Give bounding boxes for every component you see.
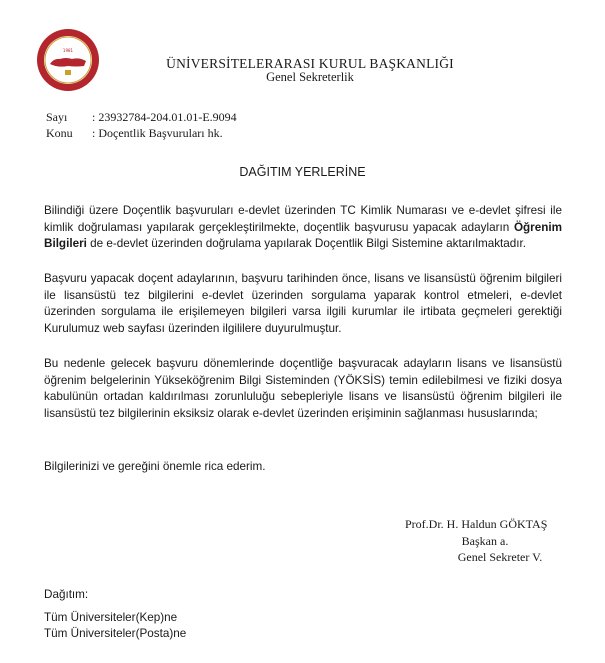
distribution-label: Dağıtım: <box>44 588 89 601</box>
institution-title: ÜNİVERSİTELERARASI KURUL BAŞKANLIĞI <box>166 56 454 71</box>
sayi-row <box>46 110 237 125</box>
paragraph-1 <box>44 203 562 253</box>
paragraph-4: Bilgilerinizi ve gereğini önemle rica ederim. <box>44 460 266 473</box>
seal-year: 1981 <box>62 48 74 53</box>
signatory-role-2: Genel Sekreter V. <box>457 550 543 564</box>
sayi-label: Sayı <box>46 110 68 124</box>
paragraph-2: Başvuru yapacak doçent adaylarının, başvuru tarihinden önce, lisans ve lisansüstü öğrenim bilgileri ile lisansüstü tez bilgilerini e-devlet üzerinden sorgulama yaparak kontrol etmeleri, e-devlet üzerinden sorgulama ile erişilemeyen bilgileri varsa ilgili kurumlar ile irtibata geçmeleri gerektiği Kurulumuz web sayfası üzerinden ilgililere duyurulmuştur. <box>44 272 562 335</box>
konu-row <box>46 126 223 141</box>
paragraph-3: Bu nedenle gelecek başvuru dönemlerinde doçentliğe başvuracak adayların lisans ve lisansüstü öğrenim belgelerinin Yükseköğrenim Bilgi Sisteminden (YÖKSİS) temin edilebilmesi ve fiziki dosya kabulünün ortadan kaldırılması zorunluluğu sebepleriyle lisans ve lisansüstü öğrenim bilgileri ile lisansüstü tez bilgilerinin eksiksiz olarak e-devlet üzerinden erişiminin sağlanması hususlarında; <box>44 357 562 420</box>
signatory-name: Prof.Dr. H. Haldun GÖKTAŞ <box>405 517 548 531</box>
signatory-role-1: Başkan a. <box>461 534 509 548</box>
konu-label: Konu <box>46 126 73 140</box>
distribution-item-2: Tüm Üniversiteler(Posta)ne <box>44 627 187 640</box>
uak-seal-logo <box>36 28 100 92</box>
institution-subtitle: Genel Sekreterlik <box>266 70 354 84</box>
distribution-item-1: Tüm Üniversiteler(Kep)ne <box>44 611 178 624</box>
sayi-value: : 23932784-204.01.01-E.9094 <box>92 110 237 124</box>
paragraph-1-part-b: de e-devlet üzerinden doğrulama yapılarak Doçentlik Bilgi Sistemine aktarılmaktadır. <box>86 237 527 250</box>
paragraph-1-bold: Öğrenim Bilgileri <box>44 220 562 250</box>
paragraph-1-part-a: Bilindiği üzere Doçentlik başvuruları e-devlet üzerinden TC Kimlik Numarası ve e-devlet şifresi ile kimlik doğrulaması yapılarak gerçekleştirilmekte, doçentlik başvurusu yapacak adayların <box>44 204 562 234</box>
recipients-heading: DAĞITIM YERLERİNE <box>239 165 366 179</box>
konu-value: : Doçentlik Başvuruları hk. <box>92 126 223 140</box>
